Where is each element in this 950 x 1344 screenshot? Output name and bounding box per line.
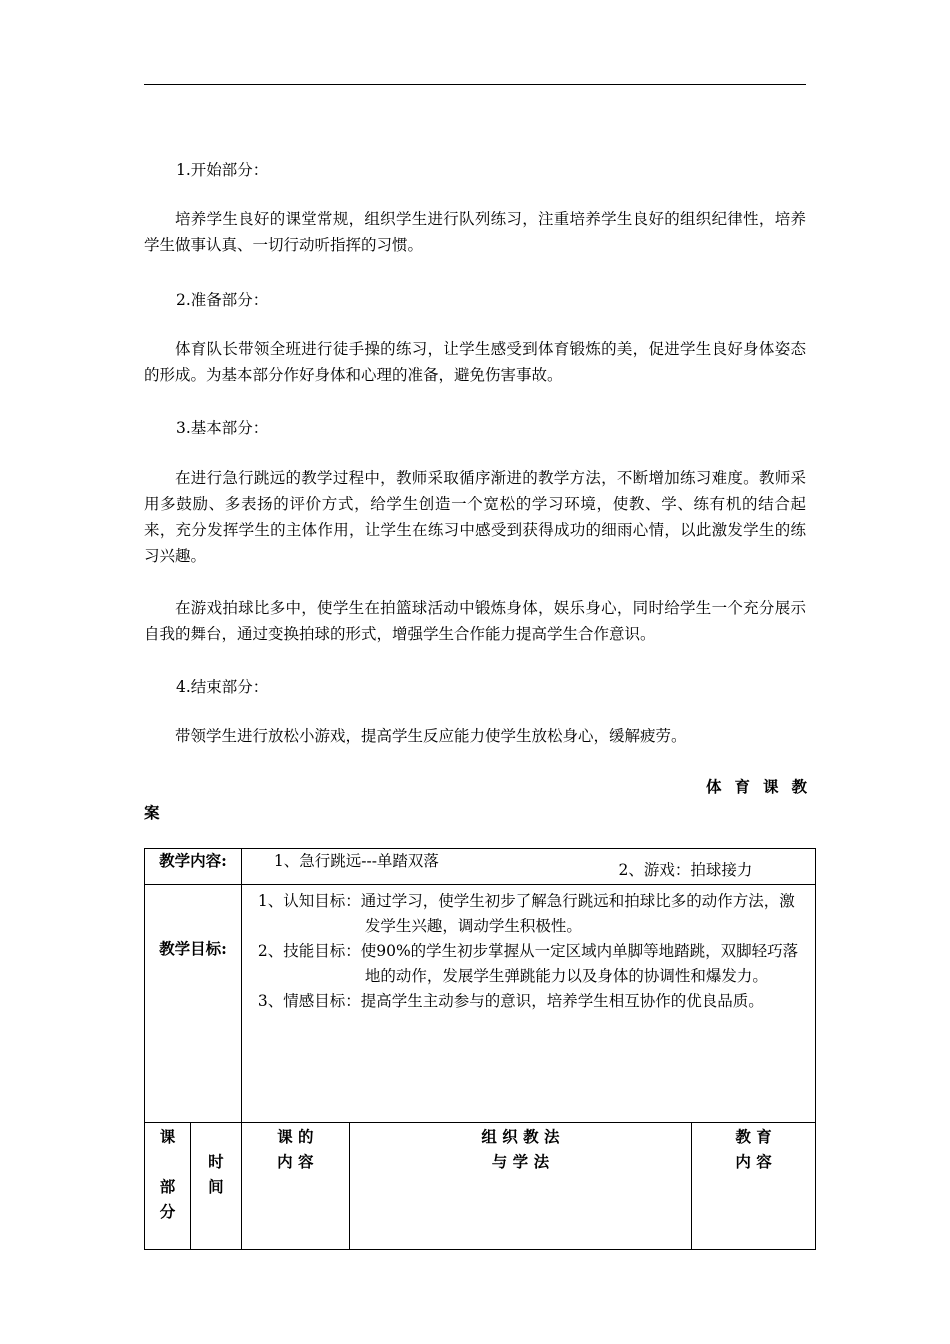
header-education-content bbox=[692, 1123, 816, 1250]
teaching-content-item-1: 1、急行跳远---单踏双落 bbox=[273, 852, 439, 870]
section-paragraph-basic-1: 在进行急行跳远的教学过程中，教师采取循序渐进的教学方法，不断增加练习难度。教师采用多鼓励、多表扬的评价方式，给学生创造一个宽松的学习环境，使教、学、练有机的结合起来，充分发挥学生的主体作用，让学生在练习中感受到获得成功的细雨心情，以此激发学生的练习兴趣。 bbox=[144, 469, 806, 565]
table-header-row bbox=[145, 1123, 816, 1250]
document-title-continued: 案 bbox=[144, 803, 160, 822]
header-teaching-method-2: 与 学 法 bbox=[491, 1152, 550, 1171]
header-education-content-1: 教 育 bbox=[735, 1127, 772, 1146]
goal-cognitive: 1、认知目标：通过学习，使学生初步了解急行跳远和拍球比多的动作方法，激发学生兴趣，调动学生积极性。 bbox=[257, 892, 795, 935]
teaching-content-label: 教学内容: bbox=[145, 849, 242, 885]
header-lesson-content-1: 课 的 bbox=[277, 1127, 314, 1146]
header-lesson-part-1: 课 bbox=[159, 1127, 176, 1146]
goal-skill: 2、技能目标：使90%的学生初步掌握从一定区域内单脚等地踏跳，双脚轻巧落地的动作，发展学生弹跳能力以及身体的协调性和爆发力。 bbox=[257, 942, 799, 985]
section-heading-prepare: 2.准备部分： bbox=[176, 291, 269, 309]
section-paragraph-prepare: 体育队长带领全班进行徒手操的练习，让学生感受到体育锻炼的美，促进学生良好身体姿态的形成。为基本部分作好身体和心理的准备，避免伤害事故。 bbox=[144, 340, 806, 384]
header-lesson-part-3: 分 bbox=[159, 1202, 176, 1221]
header-rule bbox=[144, 84, 806, 85]
header-time bbox=[190, 1123, 241, 1250]
document-title: 体育课教 bbox=[706, 777, 821, 796]
teaching-content-item-2: 2、游戏：拍球接力 bbox=[618, 860, 753, 879]
header-teaching-method bbox=[349, 1123, 691, 1250]
section-paragraph-start: 培养学生良好的课堂常规，组织学生进行队列练习，注重培养学生良好的组织纪律性，培养学生做事认真、一切行动听指挥的习惯。 bbox=[144, 210, 806, 254]
section-heading-end: 4.结束部分： bbox=[176, 678, 269, 696]
header-lesson-part-2: 部 bbox=[159, 1177, 176, 1196]
teaching-content-cell bbox=[241, 849, 815, 885]
header-education-content-2: 内 容 bbox=[735, 1152, 772, 1171]
header-lesson-part bbox=[145, 1123, 191, 1250]
section-heading-start: 1.开始部分： bbox=[176, 161, 269, 179]
header-lesson-content bbox=[241, 1123, 349, 1250]
header-time-1: 时 bbox=[208, 1152, 224, 1171]
section-paragraph-basic-2: 在游戏拍球比多中，使学生在拍篮球活动中锻炼身体，娱乐身心，同时给学生一个充分展示自我的舞台，通过变换拍球的形式，增强学生合作能力提高学生合作意识。 bbox=[144, 599, 806, 643]
teaching-goals-label: 教学目标: bbox=[145, 885, 242, 1123]
teaching-goals-cell bbox=[241, 885, 815, 1123]
teaching-goals-row bbox=[145, 885, 816, 1123]
section-heading-basic: 3.基本部分： bbox=[176, 419, 269, 437]
teaching-content-row bbox=[145, 849, 816, 885]
header-lesson-content-2: 内 容 bbox=[277, 1152, 314, 1171]
section-paragraph-end: 带领学生进行放松小游戏，提高学生反应能力使学生放松身心，缓解疲劳。 bbox=[175, 727, 687, 745]
goal-affective: 3、情感目标：提高学生主动参与的意识，培养学生相互协作的优良品质。 bbox=[257, 992, 764, 1010]
lesson-plan-table bbox=[144, 848, 816, 1250]
header-teaching-method-1: 组 织 教 法 bbox=[481, 1127, 560, 1146]
header-time-2: 间 bbox=[208, 1177, 224, 1196]
